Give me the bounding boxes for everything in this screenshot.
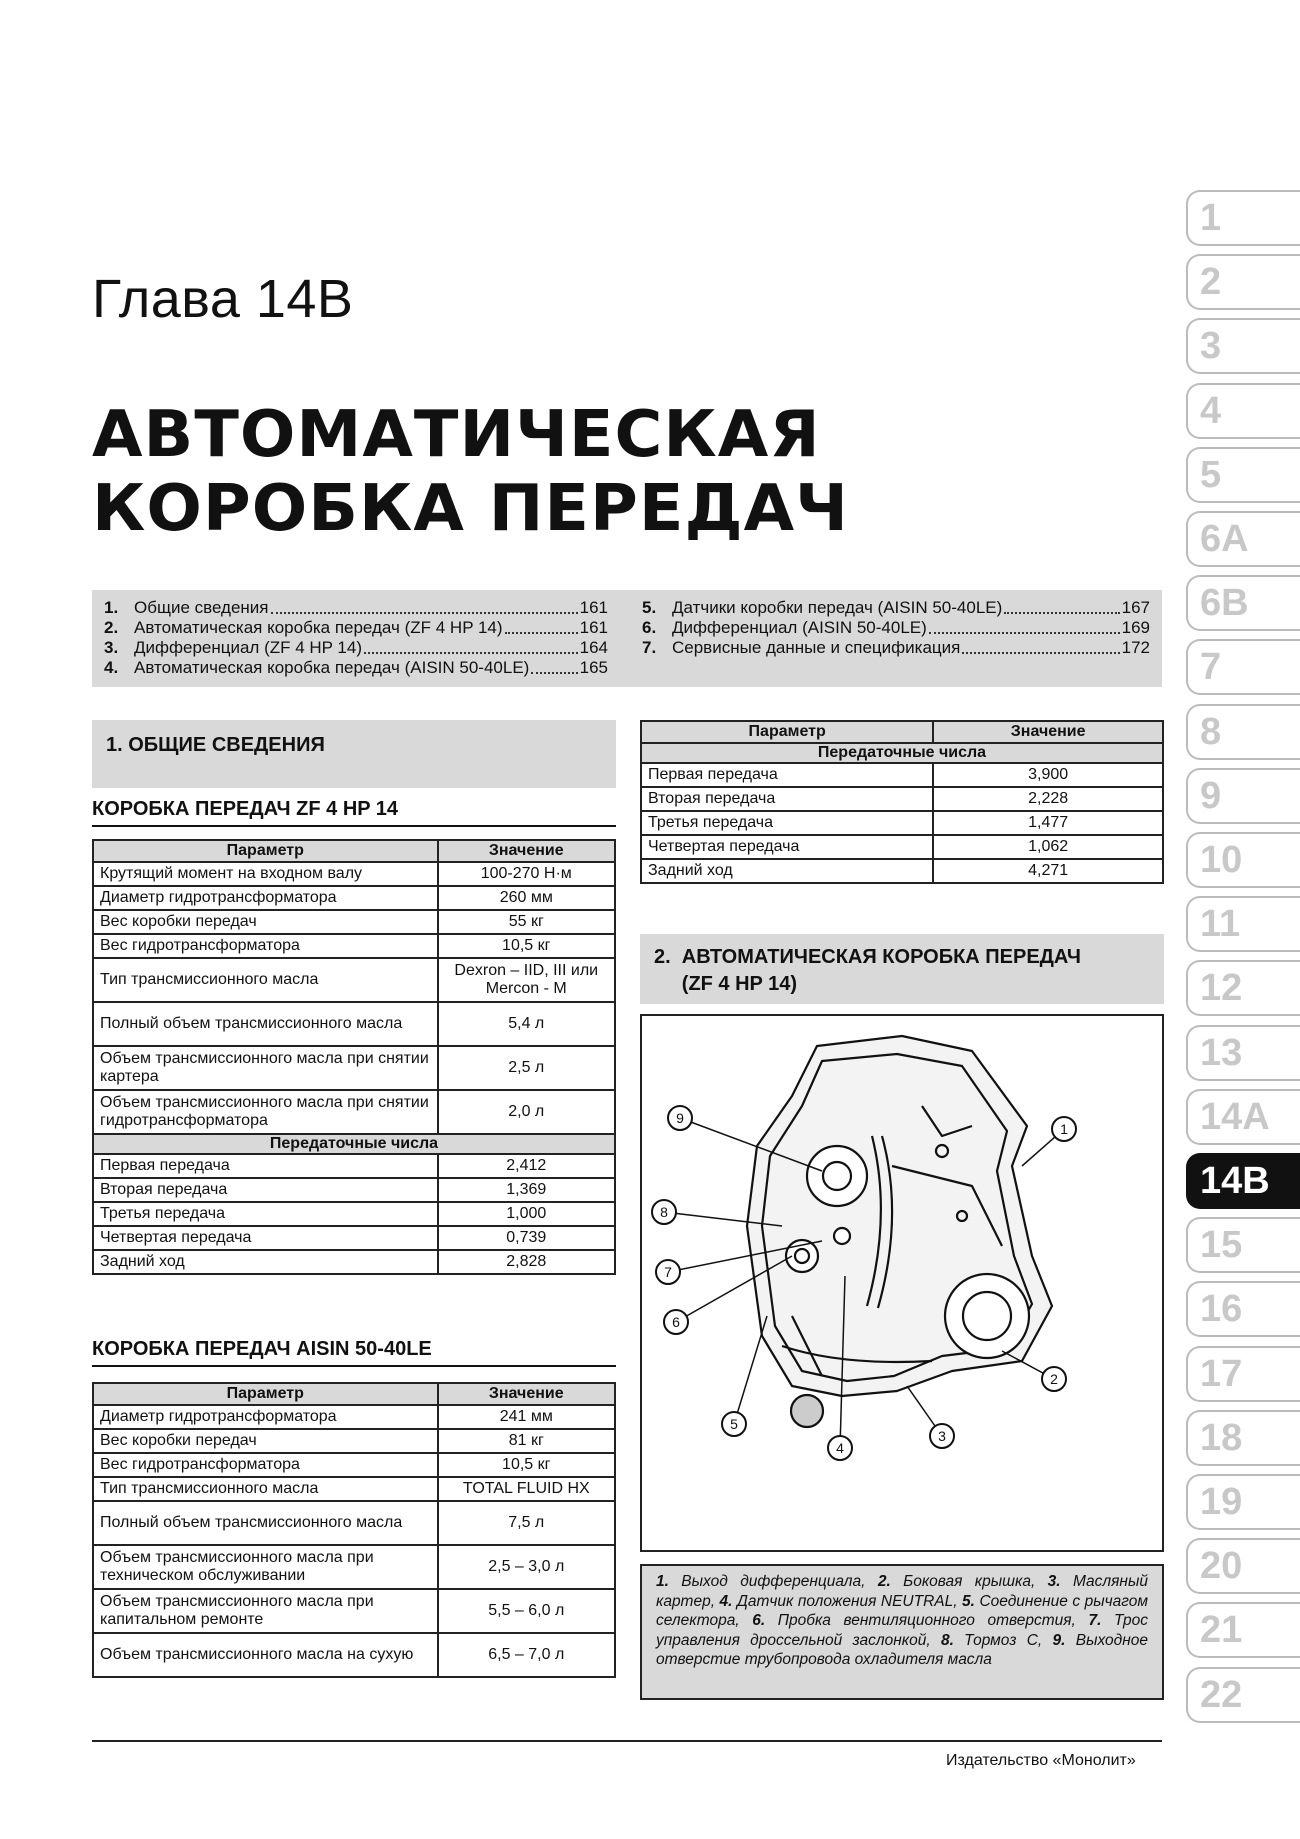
value-cell: 5,5 – 6,0 л [438,1589,615,1633]
tab-chapter-17[interactable]: 17 [1186,1346,1300,1402]
tab-chapter-22[interactable]: 22 [1186,1667,1300,1723]
table-row [93,1501,615,1545]
param-cell: Объем трансмиссионного масла на сухую [93,1633,438,1677]
toc-row[interactable] [104,638,608,658]
value-cell: 2,5 л [438,1046,615,1090]
toc-leader [271,612,578,614]
toc-leader [505,632,578,634]
callout-5: 5 [721,1411,747,1437]
tab-chapter-21[interactable]: 21 [1186,1602,1300,1658]
param-cell: Вес гидротрансформатора [93,1453,438,1477]
toc-label: Дифференциал (ZF 4 HP 14) [134,638,362,657]
caption-text: Выход дифференциала, [668,1573,878,1590]
param-cell: Третья передача [641,811,933,835]
toc-row[interactable] [104,598,608,618]
toc-number: 7. [642,638,657,657]
caption-text: Соединение с рычагом селектора, [656,1592,1148,1629]
value-header: Значение [438,840,615,862]
caption-number: 2. [877,1573,891,1590]
caption-text: Датчик положения NEUTRAL, [732,1592,963,1610]
table-row [641,859,1163,883]
param-cell: Вес гидротрансформатора [93,934,438,958]
caption-text: Масляный картер, [656,1573,1148,1610]
table-row [93,1226,615,1250]
section-1-title: 1. ОБЩИЕ СВЕДЕНИЯ [106,734,325,756]
param-cell: Крутящий момент на входном валу [93,862,438,886]
value-cell: 260 мм [438,886,615,910]
tab-chapter-9[interactable]: 9 [1186,768,1300,824]
section-2-title [654,944,1081,998]
caption-number: 6. [752,1612,766,1629]
table-row [93,958,615,1002]
subheader-row [641,743,1163,763]
value-cell: 100-270 Н·м [438,862,615,886]
toc-row[interactable] [104,658,608,678]
table-header-row [641,721,1163,743]
transmission-figure [640,1014,1164,1552]
value-cell: 0,739 [438,1226,615,1250]
value-cell: 2,828 [438,1250,615,1274]
param-cell: Объем трансмиссионного масла при снятии картера [93,1046,438,1090]
caption-number: 3. [1047,1573,1061,1590]
param-cell: Полный объем трансмиссионного масла [93,1002,438,1046]
param-cell: Объем трансмиссионного масла при капитальном ремонте [93,1589,438,1633]
table-row [93,1178,615,1202]
caption-text: Трос управления дроссельной заслонкой, [656,1612,1148,1649]
param-cell: Диаметр гидротрансформатора [93,1405,438,1429]
param-cell: Тип трансмиссионного масла [93,1477,438,1501]
table-row [93,1002,615,1046]
param-header: Параметр [93,840,438,862]
tab-chapter-14b[interactable]: 14B [1186,1153,1300,1209]
toc-number: 5. [642,598,657,617]
callout-9: 9 [667,1105,693,1131]
figure-caption [640,1564,1164,1700]
caption-text: Тормоз С, [953,1631,1053,1649]
table-row [93,1046,615,1090]
param-cell: Первая передача [93,1154,438,1178]
table-row [641,835,1163,859]
value-header: Значение [438,1383,615,1405]
tab-chapter-6a[interactable]: 6A [1186,511,1300,567]
tab-chapter-10[interactable]: 10 [1186,832,1300,888]
table-row [93,934,615,958]
param-cell: Задний ход [641,859,933,883]
value-cell: 4,271 [933,859,1163,883]
param-cell: Вес коробки передач [93,1429,438,1453]
toc-number: 6. [642,618,657,637]
value-cell: 241 мм [438,1405,615,1429]
table-row [93,886,615,910]
tab-chapter-4[interactable]: 4 [1186,383,1300,439]
ratios-subheader: Передаточные числа [93,1134,615,1154]
section-1-header [92,720,616,788]
value-cell: 6,5 – 7,0 л [438,1633,615,1677]
toc-page: 161 [579,618,608,637]
toc-leader [962,652,1119,654]
aisin-spec-table [92,1382,616,1678]
value-cell: 2,412 [438,1154,615,1178]
table-row [93,1405,615,1429]
toc-leader [929,632,1120,634]
tab-chapter-15[interactable]: 15 [1186,1217,1300,1273]
param-header: Параметр [641,721,933,743]
toc-label: Автоматическая коробка передач (ZF 4 HP 14) [134,618,503,637]
table-header-row [93,840,615,862]
table-of-contents [92,590,1162,687]
callout-4: 4 [827,1435,853,1461]
param-cell: Четвертая передача [641,835,933,859]
tab-chapter-19[interactable]: 19 [1186,1474,1300,1530]
toc-right-column [642,598,1150,658]
title-line-1: АВТОМАТИЧЕСКАЯ [92,398,821,472]
zf-spec-table [92,839,616,1275]
caption-text: Боковая крышка, [890,1573,1048,1590]
section-2-title-line-1: 2. АВТОМАТИЧЕСКАЯ КОРОБКА ПЕРЕДАЧ [654,946,1081,968]
toc-number: 3. [104,638,119,657]
param-header: Параметр [93,1383,438,1405]
footer-rule [92,1740,1162,1742]
value-cell: 10,5 кг [438,1453,615,1477]
table-row [93,1090,615,1134]
callout-2: 2 [1041,1366,1067,1392]
tab-chapter-16[interactable]: 16 [1186,1281,1300,1337]
ratios-subheader: Передаточные числа [641,743,1163,763]
toc-leader [531,672,577,674]
tab-chapter-7[interactable]: 7 [1186,639,1300,695]
tab-chapter-8[interactable]: 8 [1186,704,1300,760]
param-cell: Объем трансмиссионного масла при снятии гидротрансформатора [93,1090,438,1134]
value-cell: TOTAL FLUID HX [438,1477,615,1501]
toc-row[interactable] [642,638,1150,658]
chapter-label: Глава 14В [92,269,354,329]
param-cell: Вес коробки передач [93,910,438,934]
value-cell: 1,369 [438,1178,615,1202]
page-title [92,398,849,546]
value-cell: 55 кг [438,910,615,934]
tab-chapter-2[interactable]: 2 [1186,254,1300,310]
value-cell: Dexron – IID, III или Mercon - M [438,958,615,1002]
param-cell: Полный объем трансмиссионного масла [93,1501,438,1545]
value-cell: 2,0 л [438,1090,615,1134]
table-row [641,787,1163,811]
value-cell: 10,5 кг [438,934,615,958]
tab-chapter-11[interactable]: 11 [1186,896,1300,952]
caption-number: 5. [962,1592,975,1610]
subheader-row [93,1134,615,1154]
value-cell: 1,000 [438,1202,615,1226]
tab-chapter-6b[interactable]: 6B [1186,575,1300,631]
table-row [641,763,1163,787]
param-cell: Задний ход [93,1250,438,1274]
transmission-drawing [642,1016,1162,1550]
section-2-title-line-2: (ZF 4 HP 14) [654,973,797,995]
callout-6: 6 [663,1309,689,1335]
param-cell: Вторая передача [641,787,933,811]
toc-row[interactable] [104,618,608,638]
toc-label: Общие сведения [134,598,269,617]
param-cell: Тип трансмиссионного масла [93,958,438,1002]
callout-1: 1 [1051,1116,1077,1142]
tab-chapter-13[interactable]: 13 [1186,1025,1300,1081]
table-row [93,1453,615,1477]
table-row [93,1633,615,1677]
param-cell: Первая передача [641,763,933,787]
toc-number: 2. [104,618,119,637]
toc-leader [364,652,578,654]
callout-7: 7 [655,1259,681,1285]
toc-row[interactable] [642,618,1150,638]
value-cell: 2,228 [933,787,1163,811]
caption-number: 7. [1088,1612,1102,1629]
toc-label: Автоматическая коробка передач (AISIN 50-40LE) [134,658,530,677]
toc-page: 172 [1121,638,1150,657]
toc-row[interactable] [642,598,1150,618]
table-row [93,910,615,934]
caption-text: Выходное отверстие трубопровода охладителя масла [656,1631,1149,1668]
param-cell: Четвертая передача [93,1226,438,1250]
toc-label: Сервисные данные и спецификация [672,638,961,657]
caption-text: Пробка вентиляционного отверстия, [765,1612,1089,1629]
callout-8: 8 [651,1199,677,1225]
zf-heading: КОРОБКА ПЕРЕДАЧ ZF 4 HP 14 [92,798,616,827]
caption-number: 9. [1052,1631,1066,1649]
value-cell: 7,5 л [438,1501,615,1545]
table-row [93,1202,615,1226]
toc-left-column [104,598,608,678]
tab-chapter-3[interactable]: 3 [1186,318,1300,374]
table-row [93,1429,615,1453]
table-row [93,1477,615,1501]
toc-page: 169 [1121,618,1150,637]
table-row [93,1250,615,1274]
table-row [93,1589,615,1633]
table-row [93,1154,615,1178]
value-cell: 1,477 [933,811,1163,835]
value-header: Значение [933,721,1163,743]
toc-label: Датчики коробки передач (AISIN 50-40LE) [672,598,1003,617]
tab-chapter-14a[interactable]: 14A [1186,1089,1300,1145]
caption-number: 4. [719,1592,733,1610]
publisher: Издательство «Монолит» [946,1752,1136,1769]
toc-page: 167 [1121,598,1150,617]
param-cell: Вторая передача [93,1178,438,1202]
toc-leader [1004,612,1119,614]
section-2-header [640,934,1164,1004]
caption-number: 1. [656,1573,669,1590]
value-cell: 3,900 [933,763,1163,787]
table-row [93,862,615,886]
value-cell: 1,062 [933,835,1163,859]
param-cell: Объем трансмиссионного масла при техническом обслуживании [93,1545,438,1589]
aisin-heading: КОРОБКА ПЕРЕДАЧ AISIN 50-40LE [92,1338,616,1367]
toc-number: 4. [104,658,119,677]
aisin-ratios-table [640,720,1164,884]
param-cell: Диаметр гидротрансформатора [93,886,438,910]
toc-label: Дифференциал (AISIN 50-40LE) [672,618,927,637]
toc-page: 164 [579,638,608,657]
caption-number: 8. [940,1631,954,1649]
toc-page: 165 [579,658,608,677]
callout-3: 3 [929,1423,955,1449]
value-cell: 2,5 – 3,0 л [438,1545,615,1589]
tab-chapter-20[interactable]: 20 [1186,1538,1300,1594]
tab-chapter-5[interactable]: 5 [1186,447,1300,503]
tab-chapter-12[interactable]: 12 [1186,960,1300,1016]
value-cell: 5,4 л [438,1002,615,1046]
table-row [641,811,1163,835]
table-header-row [93,1383,615,1405]
table-row [93,1545,615,1589]
value-cell: 81 кг [438,1429,615,1453]
toc-page: 161 [579,598,608,617]
param-cell: Третья передача [93,1202,438,1226]
tab-chapter-1[interactable]: 1 [1186,190,1300,246]
tab-chapter-18[interactable]: 18 [1186,1410,1300,1466]
toc-number: 1. [104,598,119,617]
title-line-2: КОРОБКА ПЕРЕДАЧ [92,472,849,546]
